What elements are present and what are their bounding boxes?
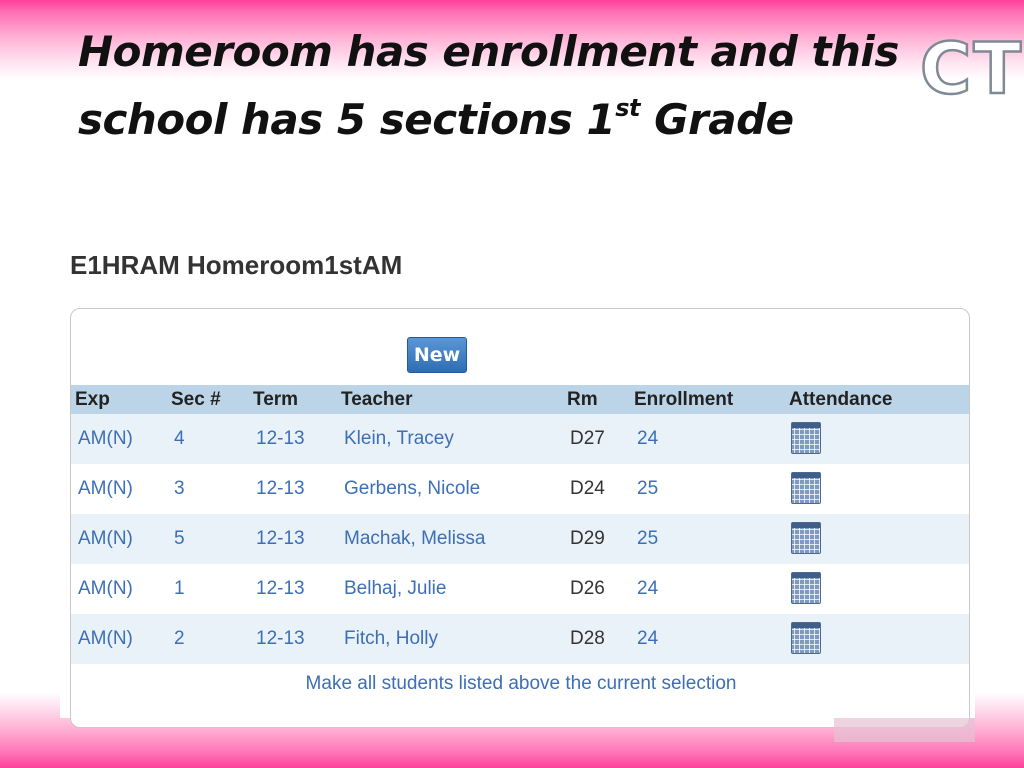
sec-link[interactable]: 1 <box>174 578 185 599</box>
table-row <box>71 414 970 464</box>
section-heading: E1HRAM Homeroom1stAM <box>70 250 403 280</box>
calendar-icon[interactable] <box>791 422 821 454</box>
calendar-icon[interactable] <box>791 522 821 554</box>
calendar-icon[interactable] <box>791 472 821 504</box>
enrollment-link[interactable]: 24 <box>637 578 659 599</box>
slide-title: Homeroom has enrollment and this school has 5 sections 1st Grade <box>78 27 899 144</box>
term-link[interactable]: 12-13 <box>256 428 305 449</box>
table-row <box>71 464 970 514</box>
table-row <box>71 514 970 564</box>
col-header-term[interactable]: Term <box>253 389 299 410</box>
ct-logo: CT <box>920 28 1024 110</box>
teacher-link[interactable]: Gerbens, Nicole <box>344 478 481 499</box>
calendar-icon[interactable] <box>791 622 821 654</box>
teacher-link[interactable]: Klein, Tracey <box>344 428 454 449</box>
sec-link[interactable]: 4 <box>174 428 185 449</box>
table-row <box>71 614 970 664</box>
room-value: D26 <box>570 578 605 599</box>
calendar-icon[interactable] <box>791 572 821 604</box>
col-header-enrollment[interactable]: Enrollment <box>634 389 734 410</box>
corner-shadow <box>834 718 975 742</box>
teacher-link[interactable]: Machak, Melissa <box>344 528 486 549</box>
col-header-exp[interactable]: Exp <box>75 389 110 410</box>
table-header-row <box>71 385 970 414</box>
sec-link[interactable]: 5 <box>174 528 185 549</box>
sec-link[interactable]: 2 <box>174 628 185 649</box>
col-header-sec[interactable]: Sec # <box>171 389 221 410</box>
room-value: D24 <box>570 478 605 499</box>
enrollment-link[interactable]: 25 <box>637 528 659 549</box>
teacher-link[interactable]: Belhaj, Julie <box>344 578 447 599</box>
table-row <box>71 564 970 614</box>
sec-link[interactable]: 3 <box>174 478 185 499</box>
new-button[interactable]: New <box>407 337 467 373</box>
sections-table <box>70 308 970 728</box>
room-value: D27 <box>570 428 605 449</box>
col-header-rm[interactable]: Rm <box>567 389 598 410</box>
exp-link[interactable]: AM(N) <box>78 528 133 549</box>
enrollment-link[interactable]: 24 <box>637 628 659 649</box>
teacher-link[interactable]: Fitch, Holly <box>344 628 438 649</box>
exp-link[interactable]: AM(N) <box>78 428 133 449</box>
room-value: D29 <box>570 528 605 549</box>
exp-link[interactable]: AM(N) <box>78 478 133 499</box>
screenshot-panel <box>60 240 975 718</box>
exp-link[interactable]: AM(N) <box>78 578 133 599</box>
enrollment-link[interactable]: 24 <box>637 428 659 449</box>
make-current-selection-link[interactable]: Make all students listed above the current selection <box>305 673 737 694</box>
enrollment-link[interactable]: 25 <box>637 478 659 499</box>
col-header-attendance[interactable]: Attendance <box>789 389 893 410</box>
term-link[interactable]: 12-13 <box>256 478 305 499</box>
term-link[interactable]: 12-13 <box>256 628 305 649</box>
term-link[interactable]: 12-13 <box>256 528 305 549</box>
exp-link[interactable]: AM(N) <box>78 628 133 649</box>
room-value: D28 <box>570 628 605 649</box>
term-link[interactable]: 12-13 <box>256 578 305 599</box>
col-header-teacher[interactable]: Teacher <box>341 389 413 410</box>
